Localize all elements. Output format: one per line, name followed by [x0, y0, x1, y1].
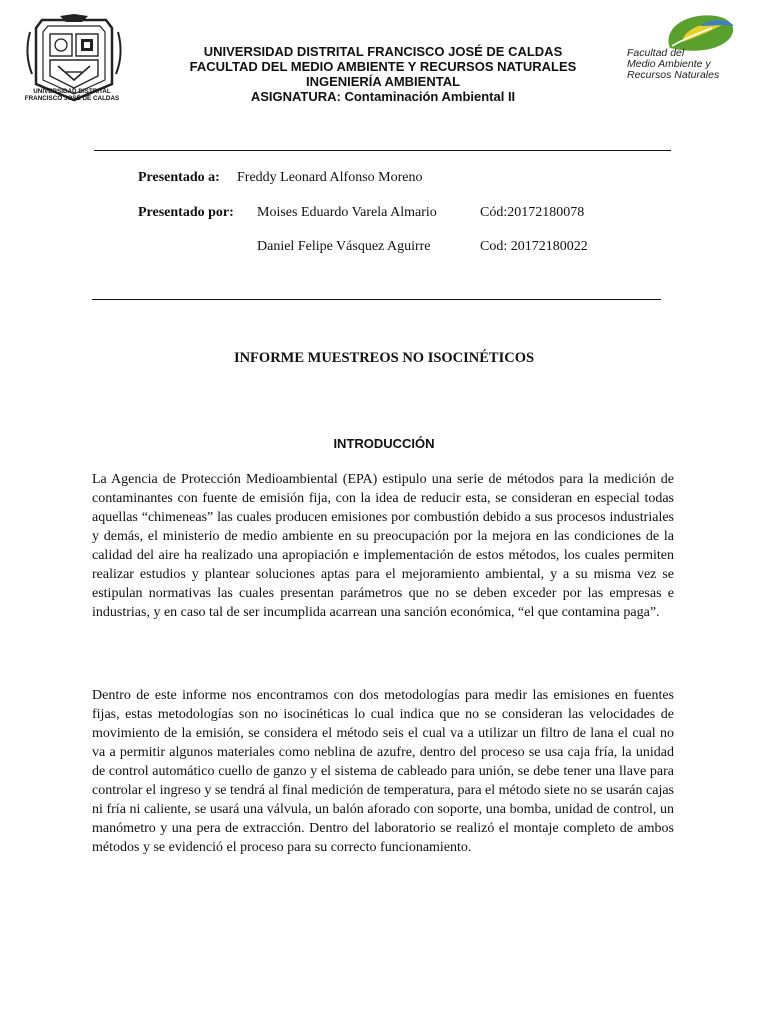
- divider-top: [94, 150, 671, 151]
- faculty-logo-text: Facultad del Medio Ambiente y Recursos Naturales: [627, 47, 720, 81]
- document-title: INFORME MUESTREOS NO ISOCINÉTICOS: [233, 350, 535, 366]
- presented-to-row: [138, 170, 220, 186]
- document-header: [140, 44, 626, 104]
- author-code: Cód:20172180078: [480, 205, 585, 220]
- paragraph: Dentro de este informe nos encontramos con dos metodologías para medir las emisiones en fuentes fijas, estas metodologías son no isocinéticas lo cual indica que no se consideran las velocidades de movimiento de la emisión, se considera el método seis el cual va a utilizar un filtro de lana el cual no va a permitir algunos materiales como neblina de azufre, dentro del proceso se usa caja fría, la unidad de control automático cuello de ganzo y el sistema de cableado para unión, se debe tener una llave para controlar el ingreso y se tendrá al final medición de temperatura, para el método siete no se usarán cajas ni fría ni caliente, se usará una válvula, un balón aforado con soporte, una bomba, unidad de control, un manómetro y una pera de extracción. Dentro del laboratorio se realizó el montaje completo de ambos métodos y se evidenció el proceso para su correcto funcionamiento.: [92, 688, 674, 855]
- presented-by-label: Presentado por:: [138, 205, 234, 220]
- author-name: Moises Eduardo Varela Almario: [257, 205, 437, 220]
- header-program: INGENIERÍA AMBIENTAL: [305, 74, 461, 89]
- header-subject: ASIGNATURA: Contaminación Ambiental II: [250, 89, 516, 104]
- university-logo-caption: UNIVERSIDAD DISTRITAL FRANCISCO JOSÉ DE CALDAS: [24, 88, 120, 102]
- author-code: Cod: 20172180022: [480, 239, 588, 254]
- presented-to-label: Presentado a:: [138, 170, 220, 185]
- header-faculty: FACULTAD DEL MEDIO AMBIENTE Y RECURSOS NATURALES: [189, 59, 577, 74]
- presented-to-name: Freddy Leonard Alfonso Moreno: [237, 170, 423, 185]
- section-title: INTRODUCCIÓN: [333, 436, 435, 451]
- divider-bottom: [92, 299, 661, 300]
- paragraph: La Agencia de Protección Medioambiental (EPA) estipulo una serie de métodos para la medición de contaminantes con fuente de emisión fija, con la idea de reducir esta, se consideran en especial todas aquellas “chimeneas” las cuales producen emisiones por combustión debido a sus procesos industriales y demás, el ministerio de medio ambiente en su preocupación por la mejora en las condiciones de la calidad del aire ha realizado una apropiación e implementación de estos métodos, los cuales permiten realizar estudios y plantear soluciones aptas para el mejoramiento ambiental, y a su misma vez se estipulan normativas las cuales presentan parámetros que no se deben exceder por las empresas e industrias, y en caso tal de ser incumplida acarrean una sanción económica, “el que contamina paga”.: [92, 472, 674, 620]
- author-name: Daniel Felipe Vásquez Aguirre: [257, 239, 431, 254]
- header-university: UNIVERSIDAD DISTRITAL FRANCISCO JOSÉ DE CALDAS: [203, 44, 563, 59]
